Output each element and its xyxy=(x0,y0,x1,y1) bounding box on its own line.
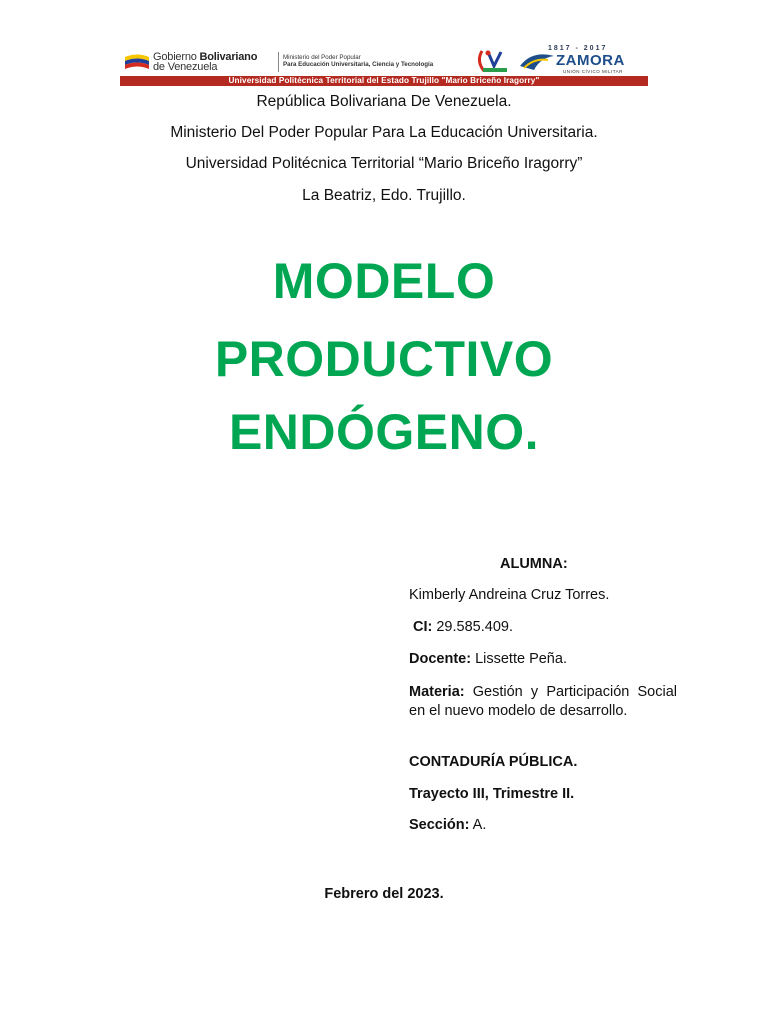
university-strip-text: Universidad Politécnica Territorial del Estado Trujillo "Mario Briceño Iragorry" xyxy=(228,76,540,85)
banner-divider xyxy=(278,52,279,72)
gob-word-bolivariano: Bolivariano xyxy=(199,51,258,63)
docente-label: Docente: xyxy=(409,651,472,667)
document-date: Febrero del 2023. xyxy=(324,886,444,902)
gob-word-venezuela: de Venezuela xyxy=(153,61,218,73)
ci-label: CI: xyxy=(413,619,433,635)
career-name: CONTADURÍA PÚBLICA. xyxy=(409,754,578,770)
seccion-label: Sección: xyxy=(409,817,470,833)
alumna-label: ALUMNA: xyxy=(500,556,568,572)
trayecto-trimestre: Trayecto III, Trimestre II. xyxy=(409,786,575,802)
title-line-1: MODELO xyxy=(272,253,496,309)
heading-university: Universidad Politécnica Territorial “Mario Briceño Iragorry” xyxy=(185,155,583,172)
venezuela-flag-icon xyxy=(124,52,150,70)
ministry-name xyxy=(283,54,483,68)
university-strip xyxy=(120,76,648,86)
docente-row xyxy=(409,651,677,667)
docente-value: Lissette Peña. xyxy=(471,651,567,667)
zamora-subtitle: UNIÓN CÍVICO MILITAR xyxy=(563,69,623,74)
materia-label: Materia: xyxy=(409,684,465,700)
government-name xyxy=(153,52,273,72)
ci-value: 29.585.409. xyxy=(432,619,513,635)
gob-word-gobierno: Gobierno xyxy=(153,51,197,63)
zamora-years: 1817 - 2017 xyxy=(548,45,608,52)
ministry-line-1: Ministerio del Poder Popular xyxy=(283,54,361,61)
seccion-row xyxy=(409,817,677,833)
heading-republic: República Bolivariana De Venezuela. xyxy=(256,93,512,110)
institutional-banner xyxy=(120,44,648,88)
ministry-line-2: Para Educación Universitaria, Ciencia y Tecnología xyxy=(283,61,434,68)
university-logo-icon xyxy=(474,48,514,74)
heading-location: La Beatriz, Edo. Trujillo. xyxy=(302,187,466,204)
title-line-3: ENDÓGENO. xyxy=(228,404,540,460)
seccion-value: A. xyxy=(469,817,487,833)
heading-ministry: Ministerio Del Poder Popular Para La Educación Universitaria. xyxy=(170,124,598,141)
zamora-logo xyxy=(518,44,644,76)
ci-row xyxy=(413,619,681,635)
zamora-name: ZAMORA xyxy=(556,52,625,69)
banner-logos xyxy=(120,44,648,76)
student-name: Kimberly Andreina Cruz Torres. xyxy=(409,587,610,603)
materia-value: Gestión y Participación Social en el nuevo modelo de desarrollo. xyxy=(409,684,677,719)
materia-row xyxy=(409,683,677,721)
title-line-2: PRODUCTIVO xyxy=(214,331,554,387)
